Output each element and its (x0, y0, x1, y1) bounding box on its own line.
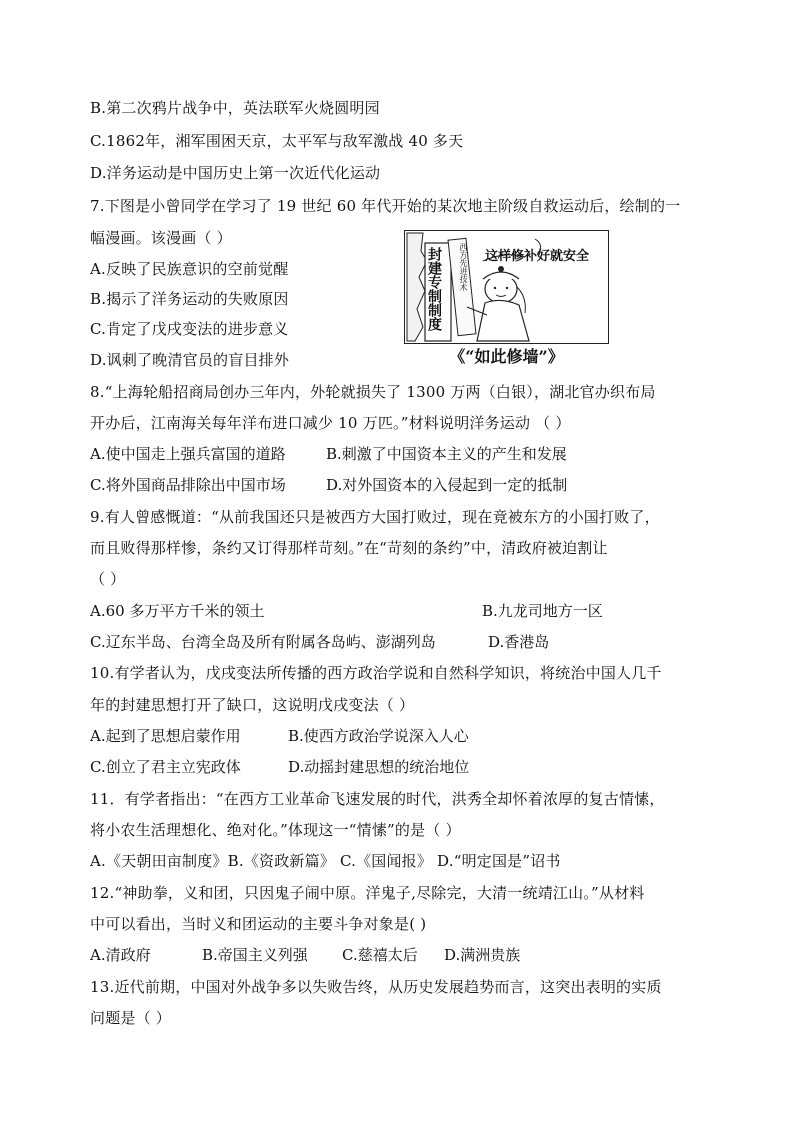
q11-options: A.《天朝田亩制度》B.《资政新篇》 C.《国闻报》 D.“明定国是”诏书 (90, 852, 561, 870)
official-eye-right (506, 287, 508, 289)
official-head (485, 275, 517, 303)
official-body (477, 300, 529, 341)
cartoon-caption: 《“如此修墙”》 (449, 347, 564, 366)
q6-option-b: B.第二次鸦片战争中，英法联军火烧圆明园 (90, 99, 380, 117)
speech-text: 这样修补好就安全 (485, 249, 590, 264)
q10-option-a: A.起到了思想启蒙作用 (90, 727, 241, 745)
q8-option-b: B.刺激了中国资本主义的产生和发展 (326, 445, 567, 463)
q12-stem-line2: 中可以看出，当时义和团运动的主要斗争对象是( ) (90, 915, 427, 933)
q8-options-row2 (90, 475, 567, 495)
q9-option-c: C.辽东半岛、台湾全岛及所有附属各岛屿、澎湖列岛 (90, 633, 436, 651)
q7-option-a: A.反映了民族意识的空前觉醒 (90, 260, 289, 278)
q6-option-d: D.洋务运动是中国历史上第一次近代化运动 (90, 164, 381, 182)
q10-option-d: D.动摇封建思想的统治地位 (288, 758, 470, 776)
official-eye-left (494, 287, 496, 289)
q9-options-row1 (90, 601, 603, 621)
scroll-label: 西方先进技术 (459, 243, 468, 291)
q10-stem-line1: 10.有学者认为，戊戌变法所传播的西方政治学说和自然科学知识，将统治中国人几千 (90, 664, 662, 682)
q6-option-c: C.1862年，湘军围困天京，太平军与敌军激战 40 多天 (90, 132, 464, 150)
q8-option-c: C.将外国商品排除出中国市场 (90, 476, 286, 494)
q7-stem-line2: 幅漫画。该漫画（ ） (90, 229, 232, 247)
q12-option-a: A.清政府 (90, 946, 151, 964)
hat-button (498, 266, 504, 272)
q8-options-row1 (90, 444, 567, 464)
q8-stem-line1: 8.“上海轮船招商局创办三年内，外轮就损失了 1300 万两（白银），湖北官办织布局 (90, 383, 656, 401)
q10-option-c: C.创立了君主立宪政体 (90, 758, 241, 776)
map-outline (407, 233, 427, 341)
q12-options-row (90, 945, 520, 965)
cartoon-frame (404, 230, 609, 344)
q7-option-c: C.肯定了戊戌变法的进步意义 (90, 320, 289, 338)
q10-options-row1 (90, 726, 469, 746)
q12-stem-line1: 12.“神助拳，义和团，只因鬼子闹中原。洋鬼子,尽除完，大清一统靖江山。”从材料 (90, 884, 645, 902)
q8-stem-line2: 开办后，江南海关每年洋布进口减少 10 万匹。”材料说明洋务运动 （ ） (90, 414, 571, 432)
q10-option-b: B.使西方政治学说深入人心 (288, 727, 469, 745)
q9-option-d: D.香港岛 (488, 633, 550, 651)
q10-options-row2 (90, 757, 469, 777)
q10-stem-line2: 年的封建思想打开了缺口，这说明戊戌变法（ ） (90, 696, 415, 714)
official-hat (483, 272, 519, 279)
q8-option-d: D.对外国资本的入侵起到一定的抵制 (326, 476, 568, 494)
q7-option-d: D.讽刺了晚清官员的盲目排外 (90, 351, 290, 369)
q9-options-row2 (90, 632, 549, 652)
q9-stem-line3: （ ） (90, 570, 126, 588)
q12-option-b: B.帝国主义列强 (202, 946, 308, 964)
q9-option-a: A.60 多万平方千米的领土 (90, 602, 265, 620)
q13-stem-line1: 13.近代前期，中国对外战争多以失败告终，从历史发展趋势而言，这突出表明的实质 (90, 978, 662, 996)
q9-stem-line2: 而且败得那样惨，条约又订得那样苛刻。”在“苛刻的条约”中，清政府被迫割让 (90, 539, 608, 557)
q11-stem-line1: 11．有学者指出：“在西方工业革命飞速发展的时代，洪秀全却怀着浓厚的复古情愫， (90, 790, 665, 808)
q7-stem-line1: 7.下图是小曾同学在学习了 19 世纪 60 年代开始的某次地主阶级自救运动后，绘制的一 (90, 197, 681, 215)
q9-option-b: B.九龙司地方一区 (482, 602, 603, 620)
q7-option-b: B.揭示了洋务运动的失败原因 (90, 290, 289, 308)
q8-option-a: A.使中国走上强兵富国的道路 (90, 445, 286, 463)
q12-option-d: D.满洲贵族 (444, 946, 521, 964)
q12-option-c: C.慈禧太后 (342, 946, 418, 964)
wall-label: 封建专制制度 (426, 247, 442, 331)
q9-stem-line1: 9.有人曾感慨道：“从前我国还只是被西方大国打败过，现在竟被东方的小国打败了， (90, 508, 660, 526)
q13-stem-line2: 问题是（ ） (90, 1009, 171, 1027)
cartoon-figure (404, 230, 609, 370)
q11-stem-line2: 将小农生活理想化、绝对化。”体现这一“情愫”的是（ ） (90, 821, 461, 839)
